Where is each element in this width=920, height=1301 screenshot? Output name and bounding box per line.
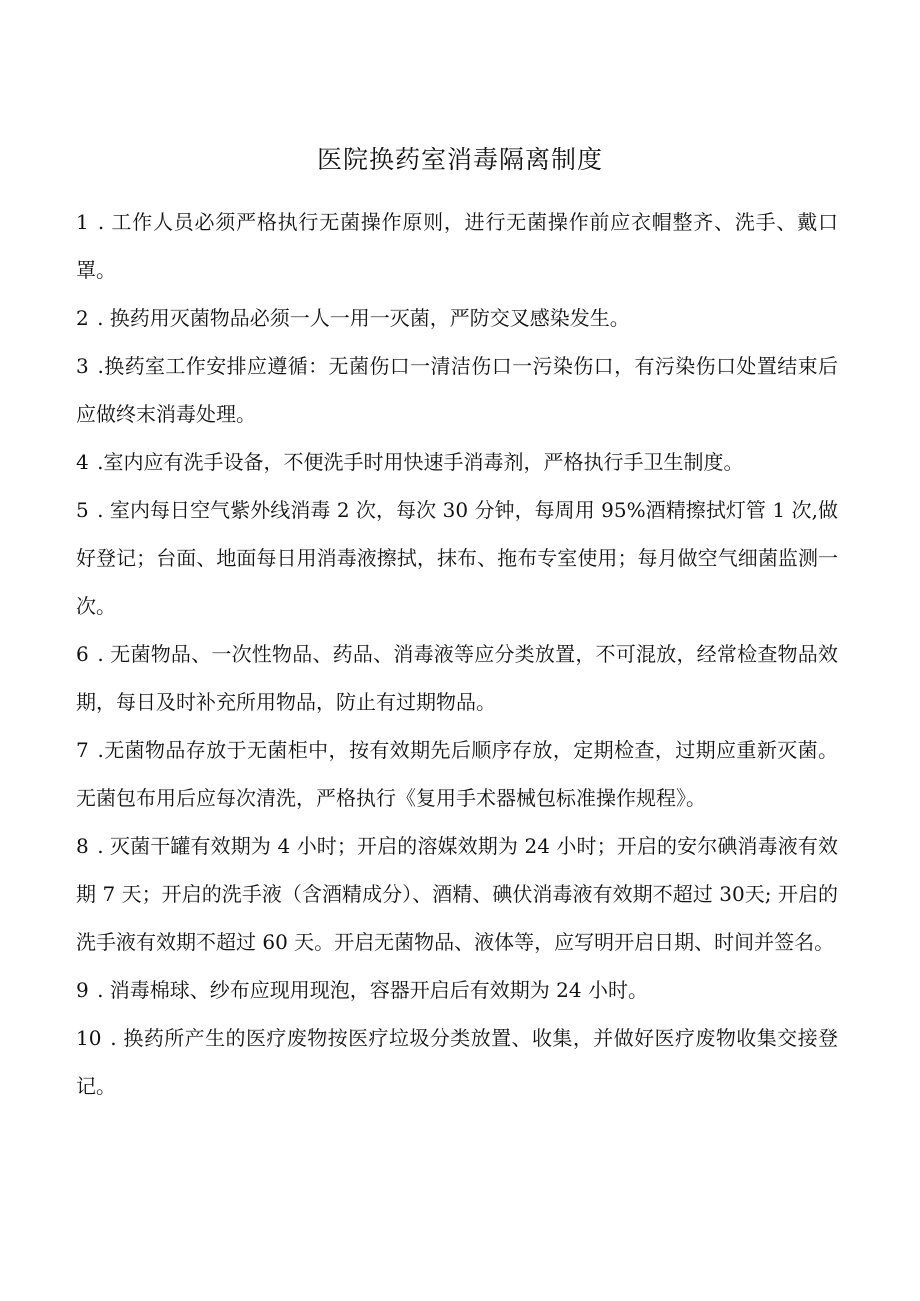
rule-text: . 工作人员必须严格执行无菌操作原则，进行无菌操作前应衣帽整齐、洗手、戴口罩。: [76, 210, 838, 282]
rule-text: . 换药用灭菌物品必须一人一用一灭菌，严防交叉感染发生。: [90, 306, 630, 330]
rule-item-1: [76, 198, 838, 294]
rule-number: 10: [76, 1026, 102, 1050]
rule-item-4: [76, 438, 838, 486]
rule-number: 6: [76, 642, 89, 666]
rule-number: 5: [76, 498, 89, 522]
rule-item-7: [76, 726, 838, 822]
rule-item-5: [76, 486, 838, 630]
page-title: 医院换药室消毒隔离制度: [316, 145, 603, 174]
rule-number: 3: [76, 354, 89, 378]
rule-item-8: [76, 822, 838, 966]
rule-number: 7: [76, 738, 89, 762]
rule-number: 4: [76, 450, 89, 474]
rule-item-2: [76, 294, 838, 342]
rule-number: 8: [76, 834, 89, 858]
rule-text: . 无菌物品、一次性物品、药品、消毒液等应分类放置，不可混放，经常检查物品效期，每日及时补充所用物品，防止有过期物品。: [76, 642, 838, 714]
rule-text: .室内应有洗手设备，不便洗手时用快速手消毒剂，严格执行手卫生制度。: [90, 450, 744, 474]
rule-text: . 换药所产生的医疗废物按医疗垃圾分类放置、收集，并做好医疗废物收集交接登记。: [76, 1026, 838, 1098]
rule-item-3: [76, 342, 838, 438]
rule-item-10: [76, 1014, 838, 1110]
rule-number: 9: [76, 978, 89, 1002]
rule-item-9: [76, 966, 838, 1014]
rule-text: . 消毒棉球、纱布应现用现泡，容器开启后有效期为 24 小时。: [90, 978, 648, 1002]
rule-number: 2: [76, 306, 89, 330]
rule-number: 1: [76, 210, 89, 234]
rule-text: . 灭菌干罐有效期为 4 小时；开启的溶媒效期为 24 小时；开启的安尔碘消毒液有效期 7 天；开启的洗手液（含酒精成分）、酒精、碘伏消毒液有效期不超过 30天; 开启的洗手液有效期不超过 60 天。开启无菌物品、液体等，应写明开启日期、时间并签名。: [76, 834, 838, 954]
rule-text: . 室内每日空气紫外线消毒 2 次，每次 30 分钟，每周用 95%酒精擦拭灯管 1 次,做好登记；台面、地面每日用消毒液擦拭，抹布、拖布专室使用；每月做空气细菌监测一次。: [76, 498, 838, 618]
rule-text: .换药室工作安排应遵循：无菌伤口一清洁伤口一污染伤口，有污染伤口处置结束后应做终末消毒处理。: [76, 354, 838, 426]
rule-item-6: [76, 630, 838, 726]
rule-text: .无菌物品存放于无菌柜中，按有效期先后顺序存放，定期检查，过期应重新灭菌。无菌包布用后应每次清洗，严格执行《复用手术器械包标准操作规程》。: [76, 738, 838, 810]
rules-list: [76, 198, 838, 1110]
